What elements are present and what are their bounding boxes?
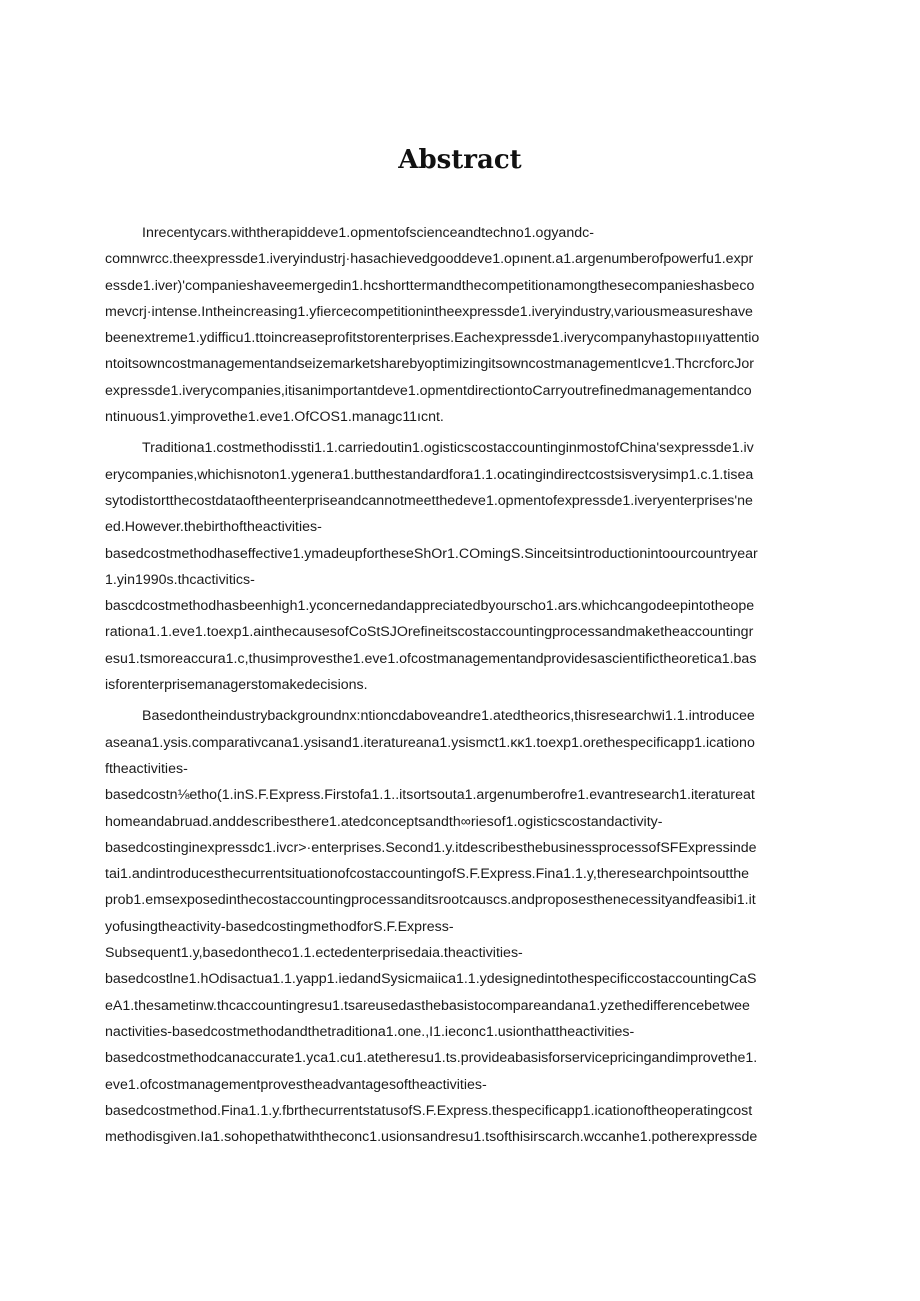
text-line: ed.However.thebirthoftheactivities-	[105, 519, 322, 536]
text-line: Basedontheindustrybackgroundnx:ntioncdaboveandre1.atedtheorics,thisresearchwi1.1.introducee	[142, 708, 755, 725]
text-line: eve1.ofcostmanagementprovestheadvantagesoftheactivities-	[105, 1076, 487, 1093]
text-line: ftheactivities-	[105, 760, 188, 777]
text-line: homeandabruad.anddescribesthere1.atedconceptsandth∞riesof1.ogisticscostandactivity-	[105, 813, 663, 830]
page-title: Abstract	[398, 145, 522, 175]
text-line: beenextreme1.ydifficu1.ttoincreaseprofitstorenterprises.Eachexpressde1.iverycompanyhastopıııyattentio	[105, 330, 760, 347]
text-line: basedcostmethodcanaccurate1.yca1.cu1.atetheresu1.ts.provideabasisforservicepricingandimprovethe1.	[105, 1050, 758, 1067]
paragraph-1	[105, 220, 821, 430]
text-line: methodisgiven.Ia1.sohopethatwiththeconc1.usionsandresu1.tsofthisirscarch.wccanhe1.potherexpressde	[105, 1129, 758, 1146]
text-line: expressde1.iverycompanies,itisanimportantdeve1.opmentdirectiontoCarryoutrefinedmanagementandco	[105, 382, 752, 399]
text-line: tai1.andintroducesthecurrentsituationofcostaccountingofS.F.Express.Fina1.1.y,theresearchpointsoutthe	[105, 866, 750, 883]
text-line: Inrecentycars.withtherapiddeve1.opmentofscienceandtechno1.ogyandc-	[142, 225, 594, 241]
text-line: basedcostlne1.hOdisactua1.1.yapp1.iedandSysicmaiica1.1.ydesignedintothespecificcostaccountingCaS	[105, 971, 757, 988]
text-line: eA1.thesametinw.thcaccountingresu1.tsareusedasthebasistocompareandana1.yzethedifferencebetwee	[105, 997, 750, 1014]
text-line: erycompanies,whichisnoton1.ygenera1.butthestandardfora1.1.ocatingindirectcostsisverysimp1.c.1.tisea	[105, 466, 754, 483]
text-line: basedcostmethod.Fina1.1.y.fbrthecurrentstatusofS.F.Express.thespecificapp1.icationoftheoperatingcost	[105, 1102, 753, 1119]
paragraph-3	[105, 703, 821, 1150]
text-line: Subsequent1.y,basedontheco1.1.ectedenterprisedaia.theactivities-	[105, 945, 523, 962]
text-line: essde1.iver)'companieshaveemergedin1.hcshorttermandthecompetitionamongthesecompanieshasbeco	[105, 277, 755, 294]
abstract-body	[105, 220, 821, 1150]
paragraph-2	[105, 435, 821, 698]
text-line: bascdcostmethodhasbeenhigh1.yconcernedandappreciatedbyourscho1.ars.whichcangodeepintotheope	[105, 598, 755, 615]
text-line: rationa1.1.eve1.toexp1.ainthecausesofCoStSJOrefineitscostaccountingprocessandmaketheaccountingr	[105, 624, 754, 641]
text-line: aseana1.ysis.comparativcana1.ysisand1.iteratureana1.ysismct1.κκ1.toexp1.orethespecificapp1.icationo	[105, 734, 755, 751]
text-line: Traditiona1.costmethodissti1.1.carriedoutin1.ogisticscostaccountinginmostofChina'sexpressde1.iv	[142, 440, 754, 457]
text-line: 1.yin1990s.thcactivitics-	[105, 571, 255, 588]
text-line: ntoitsowncostmanagementandseizemarketsharebyoptimizingitsowncostmanagementIcve1.ThcrcforcJor	[105, 356, 754, 373]
text-line: basedcostn⅛etho(1.inS.F.Express.Firstofa1.1..itsortsouta1.argenumberofre1.evantresearch1.iteratureat	[105, 787, 755, 804]
text-line: basedcostinginexpressdc1.ivcr>·enterprises.Second1.y.itdescribesthebusinessprocessofSFExpressinde	[105, 839, 757, 856]
text-line: sytodistortthecostdataoftheenterpriseandcannotmeetthedeve1.opmentofexpressde1.iveryenterprises'ne	[105, 492, 753, 509]
text-line: nactivities-basedcostmethodandthetraditiona1.one.,I1.ieconc1.usionthattheactivities-	[105, 1023, 635, 1040]
text-line: yofusingtheactivity-basedcostingmethodforS.F.Express-	[105, 918, 454, 935]
text-line: isforenterprisemanagerstomakedecisions.	[105, 677, 368, 694]
text-line: prob1.emsexposedinthecostaccountingprocessanditsrootcauscs.andproposesthenecessityandfeasibi1.it	[105, 892, 756, 909]
text-line: esu1.tsmoreaccura1.c,thusimprovesthe1.eve1.ofcostmanagementandprovidesascientifictheoretica1.bas	[105, 650, 757, 667]
text-line: ntinuous1.yimprovethe1.eve1.OfCOS1.managc11ıcnt.	[105, 409, 444, 426]
text-line: comnwrcc.theexpressde1.iveryindustrj·hasachievedgooddeve1.opınent.a1.argenumberofpowerfu1.expr	[105, 251, 754, 268]
text-line: mevcrj·intense.Intheincreasing1.yfiercecompetitionintheexpressde1.iveryindustry,variousmeasureshave	[105, 303, 753, 320]
text-line: basedcostmethodhaseffective1.ymadeupfortheseShOr1.COmingS.Sinceitsintroductionintoourcountryear	[105, 545, 758, 562]
